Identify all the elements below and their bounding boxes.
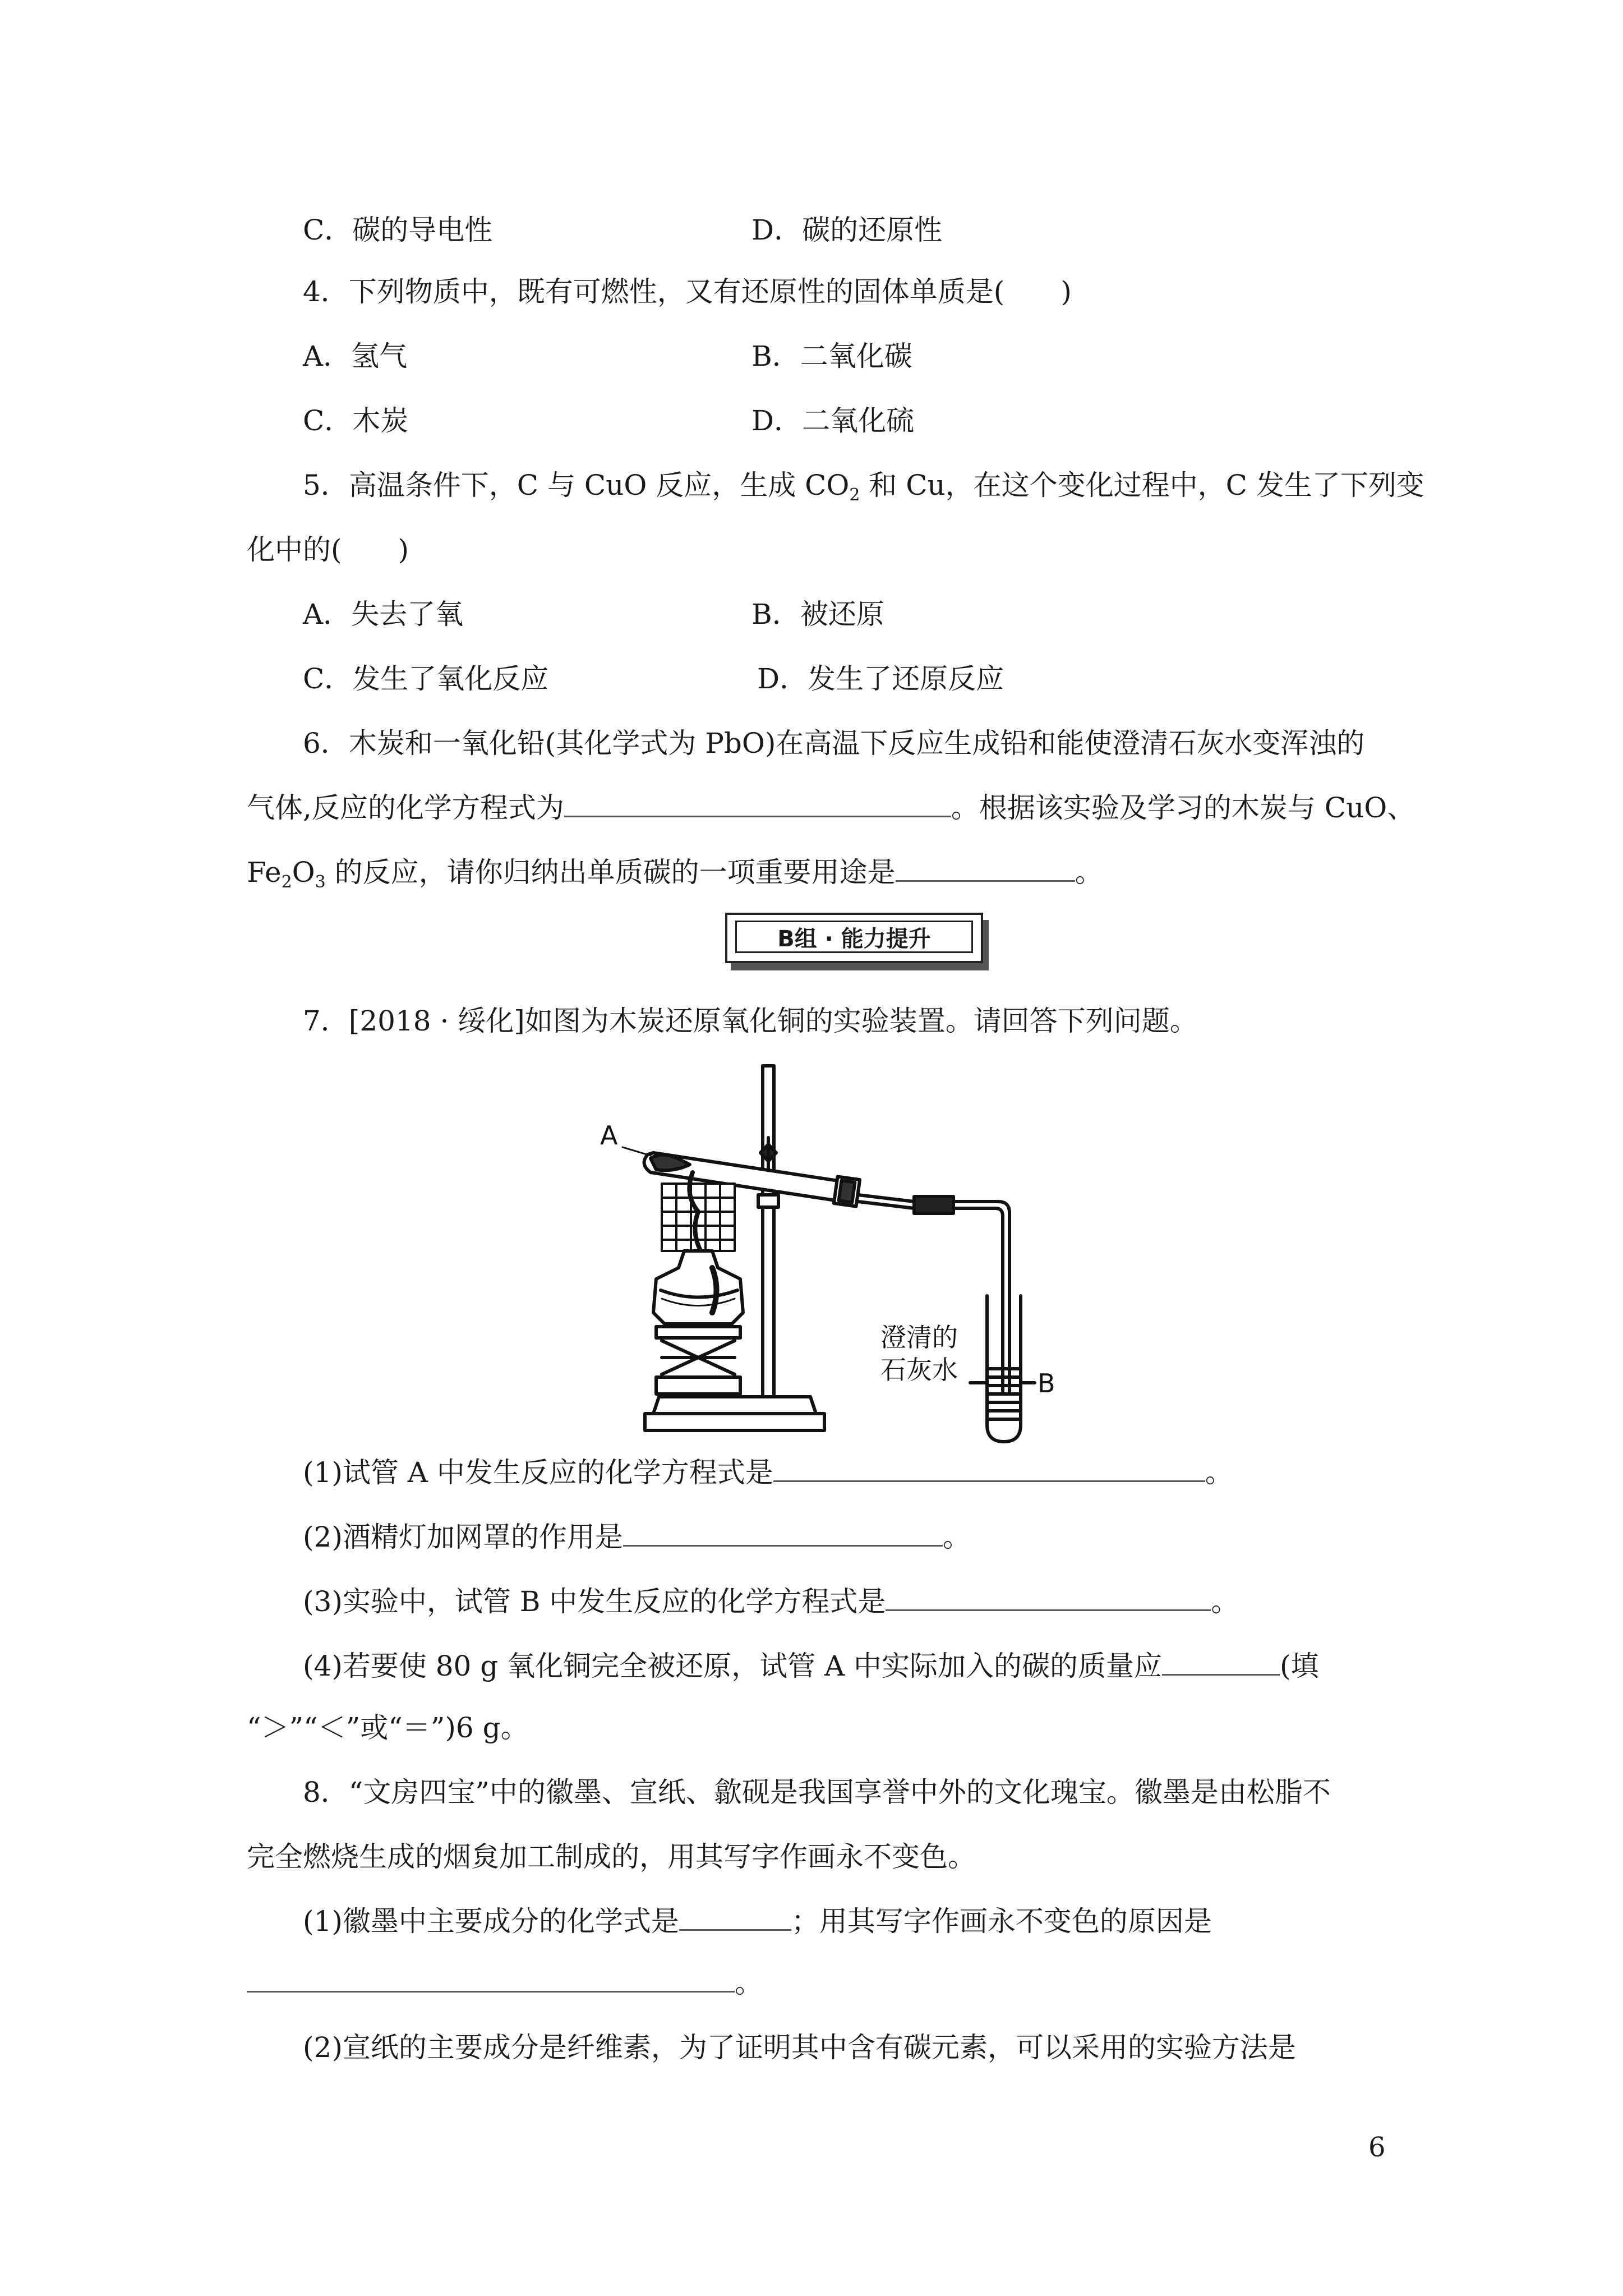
- q7-sub4-text: (4)若要使 80 g 氧化铜完全被还原，试管 A 中实际加入的碳的质量应: [303, 1650, 1163, 1682]
- q7-sub2-text: (2)酒精灯加网罩的作用是: [303, 1521, 623, 1553]
- figure-label-b: B: [1038, 1368, 1055, 1398]
- q6-use-blank[interactable]: [896, 858, 1075, 882]
- q5-stem-part1: 5．高温条件下，C 与 CuO 反应，生成 CO: [303, 469, 850, 501]
- q6-stem-line3: [247, 855, 1103, 892]
- q8-sub1-line1: [303, 1904, 1212, 1938]
- q8-reason-blank[interactable]: [247, 1968, 735, 1993]
- q7-sub1-text: (1)试管 A 中发生反应的化学方程式是: [303, 1456, 773, 1489]
- q7-sub1-blank[interactable]: [773, 1458, 1205, 1482]
- q7-sub4-line1: [303, 1649, 1319, 1683]
- q6-stem-line2: [247, 791, 1415, 825]
- q6-stem-line2-part2: 。根据该实验及学习的木炭与 CuO、: [951, 792, 1415, 824]
- q4-option-a: A．氢气: [303, 340, 408, 372]
- q6-o: O: [292, 856, 315, 889]
- stand-base: [645, 1397, 824, 1430]
- q7-sub3: [303, 1585, 1239, 1618]
- q8-sub1-line2: [247, 1966, 763, 2000]
- stand-rod: [763, 1066, 774, 1397]
- q7-sub4-blank[interactable]: [1162, 1651, 1280, 1676]
- q7-stem: 7．[2018 · 绥化]如图为木炭还原氧化铜的实验装置。请回答下列问题。: [303, 1005, 1198, 1037]
- alcohol-lamp: [653, 1251, 743, 1324]
- figure-label-limewater-2: 石灰水: [880, 1355, 958, 1385]
- q7-sub3-blank[interactable]: [886, 1587, 1211, 1611]
- q3-option-d: D．碳的还原性: [751, 214, 943, 246]
- q4-option-b: B．二氧化碳: [751, 340, 912, 372]
- q8-stem-line1: 8．“文房四宝”中的徽墨、宣纸、歙砚是我国享誉中外的文化瑰宝。徽墨是由松脂不: [303, 1776, 1331, 1809]
- q6-fe: Fe: [247, 856, 282, 889]
- q7-sub3-text: (3)实验中，试管 B 中发生反应的化学方程式是: [303, 1585, 886, 1618]
- q8-stem-line2: 完全燃烧生成的烟炱加工制成的，用其写字作画永不变色。: [247, 1841, 976, 1873]
- q5-option-a: A．失去了氧: [303, 598, 464, 631]
- q7-sub2-blank[interactable]: [623, 1522, 943, 1547]
- q5-option-c: C．发生了氧化反应: [303, 662, 549, 695]
- section-header: [725, 913, 983, 963]
- q7-sub4-fill: (填: [1280, 1650, 1319, 1682]
- q4-option-c: C．木炭: [303, 404, 409, 437]
- q7-sub1: [303, 1456, 1233, 1489]
- q7-sub2: [303, 1520, 971, 1554]
- figure-label-limewater-1: 澄清的: [880, 1322, 958, 1352]
- q6-stem-line2-part1: 气体,反应的化学方程式为: [247, 792, 564, 824]
- q8-formula-blank[interactable]: [679, 1907, 791, 1931]
- q8-sub1-text: (1)徽墨中主要成分的化学式是: [303, 1905, 679, 1938]
- q5-option-b: B．被还原: [751, 598, 884, 631]
- figure-label-a: A: [600, 1120, 618, 1151]
- q8-sub1-text2: ；用其写字作画永不变色的原因是: [791, 1905, 1212, 1938]
- q5-stem-part2: 和 Cu，在这个变化过程中，C 发生了下列变: [860, 469, 1424, 501]
- q8-sub1-end: 。: [735, 1967, 763, 1999]
- q6-stem-line3-text: 的反应，请你归纳出单质碳的一项重要用途是: [325, 856, 896, 889]
- section-title: B组 · 能力提升: [735, 921, 973, 953]
- q6-sub-3: 3: [315, 872, 326, 892]
- q7-sub2-end: 。: [942, 1521, 971, 1553]
- q7-sub3-end: 。: [1211, 1585, 1239, 1618]
- q4-stem: 4．下列物质中，既有可燃性，又有还原性的固体单质是( ): [303, 275, 1072, 308]
- q5-stem-line1: [303, 468, 1424, 505]
- q5-subscript: 2: [849, 485, 860, 505]
- page-number: 6: [1368, 2132, 1386, 2163]
- q6-stem-line1: 6．木炭和一氧化铅(其化学式为 PbO)在高温下反应生成铅和能使澄清石灰水变浑浊的: [303, 727, 1365, 760]
- q5-option-d: D．发生了还原反应: [757, 662, 1004, 695]
- q3-option-c: C．碳的导电性: [303, 214, 493, 246]
- q4-option-d: D．二氧化硫: [751, 404, 915, 437]
- lamp-net-cover: [662, 1172, 735, 1257]
- q7-sub4-line2: “＞”“＜”或“＝”)6 g。: [247, 1711, 529, 1744]
- q6-period: 。: [1075, 856, 1103, 889]
- lab-jack: [656, 1327, 740, 1394]
- apparatus-figure: [600, 1055, 1094, 1447]
- q6-equation-blank[interactable]: [564, 793, 951, 817]
- q8-sub2: (2)宣纸的主要成分是纤维素，为了证明其中含有碳元素，可以采用的实验方法是: [303, 2031, 1296, 2064]
- q5-stem-line2: 化中的( ): [247, 533, 409, 566]
- q7-sub1-end: 。: [1205, 1456, 1233, 1489]
- q6-sub-2: 2: [281, 872, 292, 892]
